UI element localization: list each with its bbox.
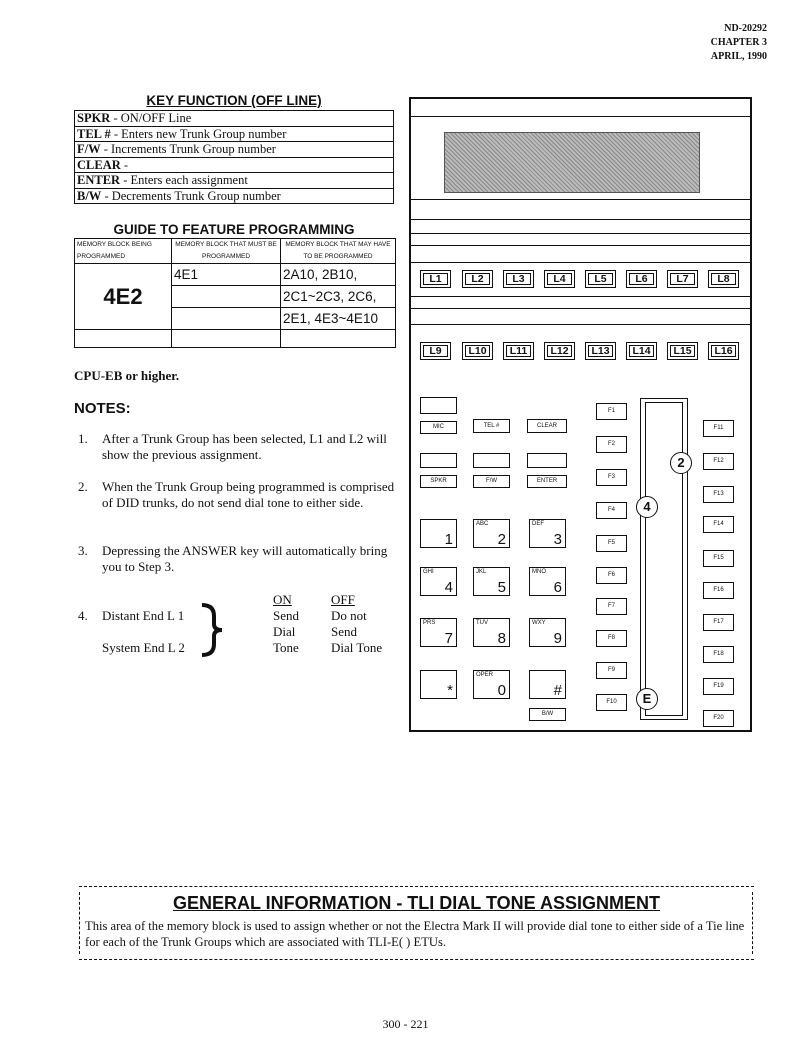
f6-key[interactable]: F6 (596, 567, 627, 584)
on-column: Send Dial Tone (273, 608, 299, 655)
note-item: 1. After a Trunk Group has been selected, L1 and L2 will show the previous assignment. (78, 431, 387, 462)
lcd-display (444, 132, 700, 193)
dial-key-star[interactable]: * (420, 670, 457, 699)
table-header-row (75, 239, 396, 264)
clear-key[interactable]: CLEAR (527, 419, 567, 433)
step-4-circle: 4 (636, 496, 658, 518)
f19-key[interactable]: F19 (703, 678, 734, 695)
f18-key[interactable]: F18 (703, 646, 734, 663)
f11-key[interactable]: F11 (703, 420, 734, 437)
dial-key-3[interactable]: DEF 3 (529, 519, 566, 548)
may-cell (281, 330, 396, 348)
line-key-l2[interactable]: L2 (462, 270, 493, 288)
chapter: CHAPTER 3 (710, 37, 767, 48)
line-key-l11[interactable]: L11 (503, 342, 534, 360)
table-row (75, 330, 396, 348)
dial-key-pound[interactable]: # (529, 670, 566, 699)
system-end-label: System End L 2 (102, 640, 185, 655)
document-header (711, 22, 767, 64)
brace-icon (196, 602, 226, 658)
f4-key[interactable]: F4 (596, 502, 627, 519)
f12-key[interactable]: F12 (703, 453, 734, 470)
line-key-l3[interactable]: L3 (503, 270, 534, 288)
col-header-must: MEMORY BLOCK THAT MUST BE PROGRAMMED (172, 239, 281, 264)
date: APRIL, 1990 (710, 51, 767, 62)
enter-key[interactable]: ENTER (527, 475, 567, 488)
dial-key-1[interactable]: 1 (420, 519, 457, 548)
block-being-programmed: 4E2 (75, 264, 172, 330)
step-2-circle: 2 (670, 452, 692, 474)
f2-key[interactable]: F2 (596, 436, 627, 453)
page-number: 300 - 221 (382, 1017, 429, 1031)
f8-key[interactable]: F8 (596, 630, 627, 647)
line-key-l9[interactable]: L9 (420, 342, 451, 360)
f1-key[interactable]: F1 (596, 403, 627, 420)
f7-key[interactable]: F7 (596, 598, 627, 615)
note-item: 2. When the Trunk Group being programmed is comprised of DID trunks, do not send dial tone to either side. (78, 479, 395, 510)
must-cell (172, 330, 281, 348)
telephone-diagram (409, 97, 752, 732)
dial-key-6[interactable]: MNO 6 (529, 567, 566, 596)
blank-key[interactable] (527, 453, 567, 468)
feature-key-strip (640, 398, 688, 720)
f10-key[interactable]: F10 (596, 694, 627, 711)
general-information-text: This area of the memory block is used to assign whether or not the Electra Mark II will provide dial tone to either side of a Tie line for each of the Trunk Groups which are associated with TLI-E( ) ETUs. (85, 919, 745, 949)
table-row: ENTER - Enters each assignment (75, 173, 394, 189)
note-4-number: 4. (78, 608, 88, 623)
must-cell (172, 286, 281, 308)
table-row: SPKR - ON/OFF Line (75, 111, 394, 127)
guide-title: GUIDE TO FEATURE PROGRAMMING (113, 222, 355, 237)
f17-key[interactable]: F17 (703, 614, 734, 631)
cpu-requirement: CPU-EB or higher. (74, 368, 180, 383)
general-information-title: GENERAL INFORMATION - TLI DIAL TONE ASSIGNMENT (172, 893, 660, 913)
table-row: CLEAR - (75, 157, 394, 173)
line-key-l12[interactable]: L12 (544, 342, 575, 360)
table-row (75, 264, 396, 286)
line-key-l13[interactable]: L13 (585, 342, 616, 360)
dial-key-0[interactable]: OPER 0 (473, 670, 510, 699)
tel-key[interactable]: TEL # (473, 419, 510, 433)
line-key-l6[interactable]: L6 (626, 270, 657, 288)
f5-key[interactable]: F5 (596, 535, 627, 552)
step-e-circle: E (636, 688, 658, 710)
line-key-l8[interactable]: L8 (708, 270, 739, 288)
on-header: ON (273, 592, 292, 607)
dial-key-2[interactable]: ABC 2 (473, 519, 510, 548)
f13-key[interactable]: F13 (703, 486, 734, 503)
may-cell: 2A10, 2B10, (281, 264, 396, 286)
f15-key[interactable]: F15 (703, 550, 734, 567)
may-cell: 2C1~2C3, 2C6, (281, 286, 396, 308)
f20-key[interactable]: F20 (703, 710, 734, 727)
f9-key[interactable]: F9 (596, 662, 627, 679)
notes-title: NOTES: (74, 400, 131, 417)
off-header: OFF (331, 592, 355, 607)
line-key-l14[interactable]: L14 (626, 342, 657, 360)
table-row: F/W - Increments Trunk Group number (75, 142, 394, 158)
line-key-l15[interactable]: L15 (667, 342, 698, 360)
table-row: B/W - Decrements Trunk Group number (77, 188, 281, 203)
note-item: 3. Depressing the ANSWER key will automatically bring you to Step 3. (78, 543, 388, 574)
must-cell: 4E1 (172, 264, 281, 286)
line-key-l10[interactable]: L10 (462, 342, 493, 360)
distant-end-label: Distant End L 1 (102, 608, 185, 623)
dial-key-9[interactable]: WXY 9 (529, 618, 566, 647)
bw-key[interactable]: B/W (529, 708, 566, 721)
spkr-key[interactable]: SPKR (420, 475, 457, 488)
dial-key-4[interactable]: GHI 4 (420, 567, 457, 596)
f16-key[interactable]: F16 (703, 582, 734, 599)
table-row: TEL # - Enters new Trunk Group number (75, 126, 394, 142)
key-function-title: KEY FUNCTION (OFF LINE) (146, 93, 322, 108)
mic-key[interactable]: MIC (420, 421, 457, 434)
col-header-may: MEMORY BLOCK THAT MAY HAVE TO BE PROGRAMMED (281, 239, 396, 264)
f3-key[interactable]: F3 (596, 469, 627, 486)
line-key-l7[interactable]: L7 (667, 270, 698, 288)
col-header-being: MEMORY BLOCK BEING PROGRAMMED (75, 239, 172, 264)
memory-block-table (74, 238, 396, 348)
f14-key[interactable]: F14 (703, 516, 734, 533)
dial-key-5[interactable]: JKL 5 (473, 567, 510, 596)
off-column: Do not Send Dial Tone (331, 608, 383, 655)
line-key-l4[interactable]: L4 (544, 270, 575, 288)
blank-key[interactable] (420, 453, 457, 468)
blank-key[interactable] (420, 397, 457, 414)
may-cell: 2E1, 4E3~4E10 (281, 308, 396, 330)
fw-key[interactable]: F/W (473, 475, 510, 488)
blank-key[interactable] (473, 453, 510, 468)
line-key-l16[interactable]: L16 (708, 342, 739, 360)
dial-key-7[interactable]: PRS 7 (420, 618, 457, 647)
line-key-l1[interactable]: L1 (420, 270, 451, 288)
line-key-l5[interactable]: L5 (585, 270, 616, 288)
dial-key-8[interactable]: TUV 8 (473, 618, 510, 647)
doc-number: ND-20292 (724, 23, 767, 34)
key-function-table (74, 110, 394, 204)
must-cell (172, 308, 281, 330)
